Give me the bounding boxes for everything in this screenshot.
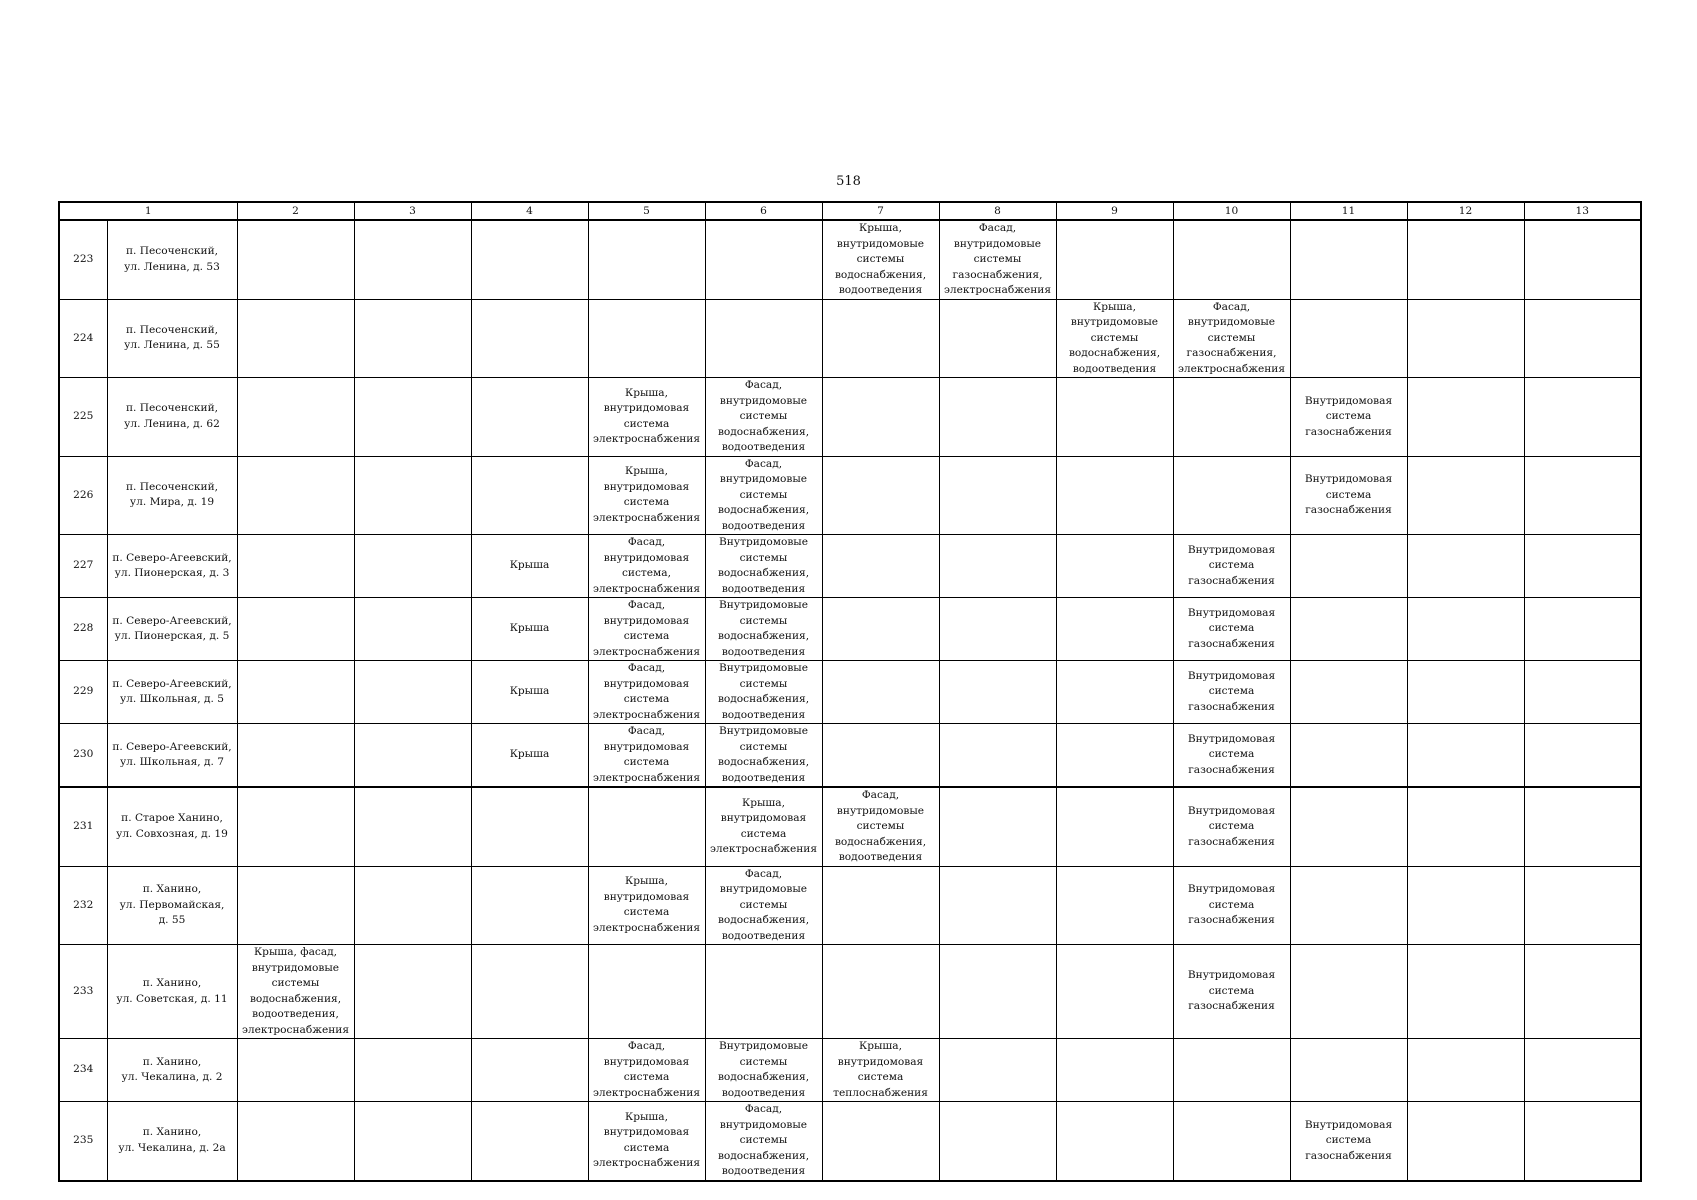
row-number: 230 xyxy=(59,724,107,788)
year-cell-col-11 xyxy=(1290,1039,1407,1102)
year-cell-col-3 xyxy=(354,1102,471,1181)
year-cell-col-11 xyxy=(1290,661,1407,724)
repair-work-text: Фасад, внутридомовые системы водоснабжения, водоотведения xyxy=(717,379,810,453)
year-cell-col-3 xyxy=(354,598,471,661)
address-text: п. Северо-Агеевский, ул. Школьная, д. 7 xyxy=(112,740,232,768)
address-cell xyxy=(107,220,237,299)
column-number-9: 9 xyxy=(1056,202,1173,220)
table-row xyxy=(59,866,1641,945)
year-cell-col-2 xyxy=(237,299,354,378)
repair-work-text: Крыша xyxy=(509,748,550,761)
year-cell-col-9 xyxy=(1056,598,1173,661)
repair-work-text: Крыша, фасад, внутридомовые системы водоснабжения, водоотведения, электроснабжения xyxy=(241,946,350,1036)
year-cell-col-5 xyxy=(588,724,705,788)
year-cell-col-3 xyxy=(354,724,471,788)
column-number-13: 13 xyxy=(1524,202,1641,220)
year-cell-col-4 xyxy=(471,1102,588,1181)
year-cell-col-11 xyxy=(1290,724,1407,788)
year-cell-col-7 xyxy=(822,1102,939,1181)
repair-work-text: Фасад, внутридомовые системы водоснабжения, водоотведения xyxy=(717,457,810,532)
year-cell-col-6 xyxy=(705,724,822,788)
row-number: 228 xyxy=(59,598,107,661)
column-number-8: 8 xyxy=(939,202,1056,220)
year-cell-col-9 xyxy=(1056,1102,1173,1181)
year-cell-col-10 xyxy=(1173,220,1290,299)
year-cell-col-8 xyxy=(939,535,1056,598)
year-cell-col-7 xyxy=(822,866,939,945)
repair-work-text: Внутридомовая система газоснабжения xyxy=(1187,732,1276,776)
year-cell-col-11 xyxy=(1290,787,1407,866)
table-row xyxy=(59,456,1641,535)
year-cell-col-3 xyxy=(354,1039,471,1102)
repair-work-text: Фасад, внутридомовые системы водоснабжения, водоотведения xyxy=(834,789,927,863)
year-cell-col-2 xyxy=(237,456,354,535)
address-cell xyxy=(107,535,237,598)
table-header xyxy=(59,202,1641,220)
row-number: 227 xyxy=(59,535,107,598)
year-cell-col-12 xyxy=(1407,866,1524,945)
year-cell-col-12 xyxy=(1407,945,1524,1039)
year-cell-col-4 xyxy=(471,220,588,299)
year-cell-col-8 xyxy=(939,724,1056,788)
address-cell xyxy=(107,456,237,535)
year-cell-col-9 xyxy=(1056,1039,1173,1102)
address-cell xyxy=(107,724,237,788)
year-cell-col-9 xyxy=(1056,661,1173,724)
year-cell-col-2 xyxy=(237,866,354,945)
repair-work-text: Крыша, внутридомовые системы водоснабжения, водоотведения xyxy=(1068,300,1161,375)
year-cell-col-13 xyxy=(1524,220,1641,299)
year-cell-col-12 xyxy=(1407,299,1524,378)
repair-schedule-table xyxy=(58,201,1642,1182)
column-number-3: 3 xyxy=(354,202,471,220)
table-row xyxy=(59,1102,1641,1181)
repair-work-text: Внутридомовые системы водоснабжения, водоотведения xyxy=(717,662,810,721)
year-cell-col-8 xyxy=(939,661,1056,724)
repair-work-text: Крыша, внутридомовая система электроснабжения xyxy=(592,1110,701,1170)
year-cell-col-11 xyxy=(1290,456,1407,535)
row-number: 224 xyxy=(59,299,107,378)
year-cell-col-7 xyxy=(822,456,939,535)
column-number-6: 6 xyxy=(705,202,822,220)
year-cell-col-7 xyxy=(822,1039,939,1102)
year-cell-col-8 xyxy=(939,299,1056,378)
year-cell-col-2 xyxy=(237,1102,354,1181)
repair-work-text: Крыша, внутридомовая система теплоснабжения xyxy=(833,1040,928,1099)
address-cell xyxy=(107,787,237,866)
year-cell-col-11 xyxy=(1290,299,1407,378)
year-cell-col-13 xyxy=(1524,945,1641,1039)
row-number: 229 xyxy=(59,661,107,724)
repair-work-text: Фасад, внутридомовые системы водоснабжения, водоотведения xyxy=(717,867,810,942)
year-cell-col-13 xyxy=(1524,1039,1641,1102)
row-number: 225 xyxy=(59,378,107,457)
year-cell-col-6 xyxy=(705,866,822,945)
address-text: п. Песоченский, ул. Ленина, д. 62 xyxy=(124,402,220,430)
address-cell xyxy=(107,378,237,457)
repair-work-text: Внутридомовая система газоснабжения xyxy=(1187,543,1276,587)
year-cell-col-11 xyxy=(1290,378,1407,457)
year-cell-col-4 xyxy=(471,535,588,598)
year-cell-col-11 xyxy=(1290,1102,1407,1181)
year-cell-col-10 xyxy=(1173,1102,1290,1181)
year-cell-col-7 xyxy=(822,945,939,1039)
year-cell-col-5 xyxy=(588,866,705,945)
year-cell-col-6 xyxy=(705,1039,822,1102)
year-cell-col-9 xyxy=(1056,220,1173,299)
year-cell-col-5 xyxy=(588,299,705,378)
year-cell-col-10 xyxy=(1173,378,1290,457)
year-cell-col-9 xyxy=(1056,724,1173,788)
year-cell-col-2 xyxy=(237,535,354,598)
year-cell-col-12 xyxy=(1407,661,1524,724)
repair-work-text: Фасад, внутридомовая система электроснабжения xyxy=(592,725,701,784)
year-cell-col-11 xyxy=(1290,220,1407,299)
repair-work-text: Фасад, внутридомовая система электроснабжения xyxy=(592,599,701,658)
repair-work-text: Фасад, внутридомовая система, электроснабжения xyxy=(592,536,701,595)
year-cell-col-8 xyxy=(939,378,1056,457)
repair-work-text: Крыша, внутридомовая система электроснабжения xyxy=(592,875,701,934)
year-cell-col-3 xyxy=(354,866,471,945)
year-cell-col-3 xyxy=(354,945,471,1039)
repair-work-text: Фасад, внутридомовые системы газоснабжения, электроснабжения xyxy=(943,222,1052,296)
year-cell-col-4 xyxy=(471,866,588,945)
address-cell xyxy=(107,866,237,945)
year-cell-col-12 xyxy=(1407,787,1524,866)
year-cell-col-5 xyxy=(588,661,705,724)
repair-work-text: Внутридомовые системы водоснабжения, водоотведения xyxy=(717,599,810,658)
year-cell-col-4 xyxy=(471,724,588,788)
year-cell-col-9 xyxy=(1056,535,1173,598)
year-cell-col-10 xyxy=(1173,787,1290,866)
repair-work-text: Крыша xyxy=(509,685,550,698)
address-cell xyxy=(107,598,237,661)
column-number-4: 4 xyxy=(471,202,588,220)
year-cell-col-13 xyxy=(1524,661,1641,724)
repair-work-text: Фасад, внутридомовая система электроснабжения xyxy=(592,662,701,721)
year-cell-col-2 xyxy=(237,787,354,866)
year-cell-col-5 xyxy=(588,378,705,457)
row-number: 232 xyxy=(59,866,107,945)
year-cell-col-10 xyxy=(1173,661,1290,724)
repair-work-text: Внутридомовая система газоснабжения xyxy=(1304,1118,1393,1162)
table-row xyxy=(59,535,1641,598)
address-text: п. Песоченский, ул. Ленина, д. 53 xyxy=(124,245,220,273)
repair-work-text: Внутридомовая система газоснабжения xyxy=(1187,804,1276,848)
year-cell-col-7 xyxy=(822,299,939,378)
column-number-12: 12 xyxy=(1407,202,1524,220)
year-cell-col-9 xyxy=(1056,299,1173,378)
year-cell-col-9 xyxy=(1056,866,1173,945)
year-cell-col-8 xyxy=(939,456,1056,535)
year-cell-col-6 xyxy=(705,220,822,299)
year-cell-col-5 xyxy=(588,1102,705,1181)
column-number-row xyxy=(59,202,1641,220)
repair-work-text: Крыша, внутридомовая система электроснабжения xyxy=(592,386,701,446)
year-cell-col-11 xyxy=(1290,945,1407,1039)
year-cell-col-6 xyxy=(705,535,822,598)
repair-work-text: Внутридомовая система газоснабжения xyxy=(1187,883,1276,926)
year-cell-col-12 xyxy=(1407,1039,1524,1102)
year-cell-col-8 xyxy=(939,220,1056,299)
year-cell-col-8 xyxy=(939,866,1056,945)
column-number-7: 7 xyxy=(822,202,939,220)
repair-work-text: Крыша, внутридомовая система электроснабжения xyxy=(592,465,701,524)
repair-work-text: Внутридомовая система газоснабжения xyxy=(1187,669,1276,713)
year-cell-col-10 xyxy=(1173,598,1290,661)
column-number-11: 11 xyxy=(1290,202,1407,220)
year-cell-col-12 xyxy=(1407,724,1524,788)
row-number: 231 xyxy=(59,787,107,866)
year-cell-col-7 xyxy=(822,378,939,457)
repair-work-text: Внутридомовые системы водоснабжения, водоотведения xyxy=(717,536,810,595)
year-cell-col-8 xyxy=(939,1039,1056,1102)
year-cell-col-13 xyxy=(1524,1102,1641,1181)
year-cell-col-7 xyxy=(822,724,939,788)
address-text: п. Песоченский, ул. Ленина, д. 55 xyxy=(124,323,220,352)
year-cell-col-7 xyxy=(822,661,939,724)
year-cell-col-6 xyxy=(705,456,822,535)
address-cell xyxy=(107,945,237,1039)
year-cell-col-5 xyxy=(588,535,705,598)
year-cell-col-8 xyxy=(939,1102,1056,1181)
year-cell-col-7 xyxy=(822,535,939,598)
year-cell-col-13 xyxy=(1524,378,1641,457)
year-cell-col-12 xyxy=(1407,456,1524,535)
year-cell-col-13 xyxy=(1524,724,1641,788)
year-cell-col-13 xyxy=(1524,299,1641,378)
year-cell-col-3 xyxy=(354,535,471,598)
year-cell-col-3 xyxy=(354,378,471,457)
repair-work-text: Фасад, внутридомовые системы водоснабжения, водоотведения xyxy=(717,1103,810,1177)
year-cell-col-8 xyxy=(939,787,1056,866)
year-cell-col-6 xyxy=(705,945,822,1039)
repair-work-text: Фасад, внутридомовые системы газоснабжения, электроснабжения xyxy=(1177,300,1286,375)
address-text: п. Северо-Агеевский, ул. Пионерская, д. 5 xyxy=(112,614,232,642)
table-row xyxy=(59,661,1641,724)
address-cell xyxy=(107,1102,237,1181)
year-cell-col-11 xyxy=(1290,866,1407,945)
year-cell-col-4 xyxy=(471,299,588,378)
year-cell-col-4 xyxy=(471,456,588,535)
table-row xyxy=(59,787,1641,866)
year-cell-col-10 xyxy=(1173,535,1290,598)
year-cell-col-2 xyxy=(237,724,354,788)
repair-work-text: Крыша xyxy=(509,622,550,635)
year-cell-col-12 xyxy=(1407,1102,1524,1181)
year-cell-col-7 xyxy=(822,787,939,866)
year-cell-col-9 xyxy=(1056,945,1173,1039)
repair-work-text: Внутридомовая система газоснабжения xyxy=(1187,606,1276,650)
year-cell-col-13 xyxy=(1524,456,1641,535)
row-number: 223 xyxy=(59,220,107,299)
year-cell-col-10 xyxy=(1173,945,1290,1039)
year-cell-col-10 xyxy=(1173,724,1290,788)
year-cell-col-6 xyxy=(705,598,822,661)
repair-work-text: Крыша xyxy=(509,559,550,572)
year-cell-col-2 xyxy=(237,661,354,724)
address-cell xyxy=(107,299,237,378)
address-text: п. Северо-Агеевский, ул. Пионерская, д. 3 xyxy=(112,551,232,579)
year-cell-col-5 xyxy=(588,1039,705,1102)
year-cell-col-7 xyxy=(822,598,939,661)
year-cell-col-5 xyxy=(588,598,705,661)
year-cell-col-5 xyxy=(588,787,705,866)
year-cell-col-6 xyxy=(705,661,822,724)
year-cell-col-5 xyxy=(588,456,705,535)
year-cell-col-13 xyxy=(1524,866,1641,945)
address-text: п. Ханино, ул. Чекалина, д. 2 xyxy=(121,1055,223,1083)
address-text: п. Ханино, ул. Советская, д. 11 xyxy=(116,977,228,1005)
repair-work-text: Внутридомовая система газоснабжения xyxy=(1304,394,1393,438)
year-cell-col-6 xyxy=(705,299,822,378)
year-cell-col-10 xyxy=(1173,456,1290,535)
year-cell-col-4 xyxy=(471,787,588,866)
year-cell-col-3 xyxy=(354,787,471,866)
page-number: 518 xyxy=(836,174,861,189)
table-row xyxy=(59,724,1641,788)
repair-work-text: Внутридомовые системы водоснабжения, водоотведения xyxy=(717,1040,810,1099)
table-row xyxy=(59,299,1641,378)
column-number-10: 10 xyxy=(1173,202,1290,220)
year-cell-col-2 xyxy=(237,378,354,457)
address-text: п. Старое Ханино, ул. Совхозная, д. 19 xyxy=(116,812,228,840)
repair-work-text: Внутридомовая система газоснабжения xyxy=(1187,969,1276,1013)
year-cell-col-2 xyxy=(237,598,354,661)
year-cell-col-3 xyxy=(354,220,471,299)
year-cell-col-4 xyxy=(471,945,588,1039)
column-number-2: 2 xyxy=(237,202,354,220)
table-row xyxy=(59,945,1641,1039)
row-number: 233 xyxy=(59,945,107,1039)
year-cell-col-12 xyxy=(1407,535,1524,598)
year-cell-col-7 xyxy=(822,220,939,299)
year-cell-col-3 xyxy=(354,661,471,724)
table-row xyxy=(59,1039,1641,1102)
year-cell-col-6 xyxy=(705,787,822,866)
address-cell xyxy=(107,661,237,724)
repair-work-text: Внутридомовая система газоснабжения xyxy=(1304,473,1393,516)
year-cell-col-8 xyxy=(939,598,1056,661)
year-cell-col-9 xyxy=(1056,787,1173,866)
year-cell-col-12 xyxy=(1407,598,1524,661)
year-cell-col-9 xyxy=(1056,456,1173,535)
year-cell-col-11 xyxy=(1290,598,1407,661)
row-number: 226 xyxy=(59,456,107,535)
year-cell-col-13 xyxy=(1524,535,1641,598)
year-cell-col-10 xyxy=(1173,866,1290,945)
year-cell-col-11 xyxy=(1290,535,1407,598)
year-cell-col-13 xyxy=(1524,787,1641,866)
year-cell-col-4 xyxy=(471,661,588,724)
year-cell-col-4 xyxy=(471,1039,588,1102)
year-cell-col-8 xyxy=(939,945,1056,1039)
row-number: 234 xyxy=(59,1039,107,1102)
year-cell-col-12 xyxy=(1407,220,1524,299)
year-cell-col-12 xyxy=(1407,378,1524,457)
address-text: п. Песоченский, ул. Мира, д. 19 xyxy=(126,480,218,509)
year-cell-col-4 xyxy=(471,598,588,661)
year-cell-col-5 xyxy=(588,220,705,299)
year-cell-col-2 xyxy=(237,1039,354,1102)
year-cell-col-6 xyxy=(705,378,822,457)
repair-work-text: Фасад, внутридомовая система электроснабжения xyxy=(592,1040,701,1099)
year-cell-col-3 xyxy=(354,299,471,378)
address-text: п. Северо-Агеевский, ул. Школьная, д. 5 xyxy=(112,677,232,705)
year-cell-col-6 xyxy=(705,1102,822,1181)
column-number-1: 1 xyxy=(59,202,237,220)
year-cell-col-2 xyxy=(237,220,354,299)
repair-work-text: Внутридомовые системы водоснабжения, водоотведения xyxy=(717,725,810,784)
year-cell-col-9 xyxy=(1056,378,1173,457)
address-cell xyxy=(107,1039,237,1102)
year-cell-col-2 xyxy=(237,945,354,1039)
column-number-5: 5 xyxy=(588,202,705,220)
table-body xyxy=(59,220,1641,1181)
year-cell-col-5 xyxy=(588,945,705,1039)
table-row xyxy=(59,598,1641,661)
year-cell-col-3 xyxy=(354,456,471,535)
year-cell-col-10 xyxy=(1173,299,1290,378)
year-cell-col-4 xyxy=(471,378,588,457)
repair-work-text: Крыша, внутридомовая система электроснабжения xyxy=(709,796,818,856)
address-text: п. Ханино, ул. Чекалина, д. 2а xyxy=(118,1126,226,1154)
year-cell-col-13 xyxy=(1524,598,1641,661)
year-cell-col-10 xyxy=(1173,1039,1290,1102)
table-row xyxy=(59,378,1641,457)
row-number: 235 xyxy=(59,1102,107,1181)
table-row xyxy=(59,220,1641,299)
address-text: п. Ханино, ул. Первомайская, д. 55 xyxy=(119,883,225,926)
repair-work-text: Крыша, внутридомовые системы водоснабжения, водоотведения xyxy=(834,222,927,296)
